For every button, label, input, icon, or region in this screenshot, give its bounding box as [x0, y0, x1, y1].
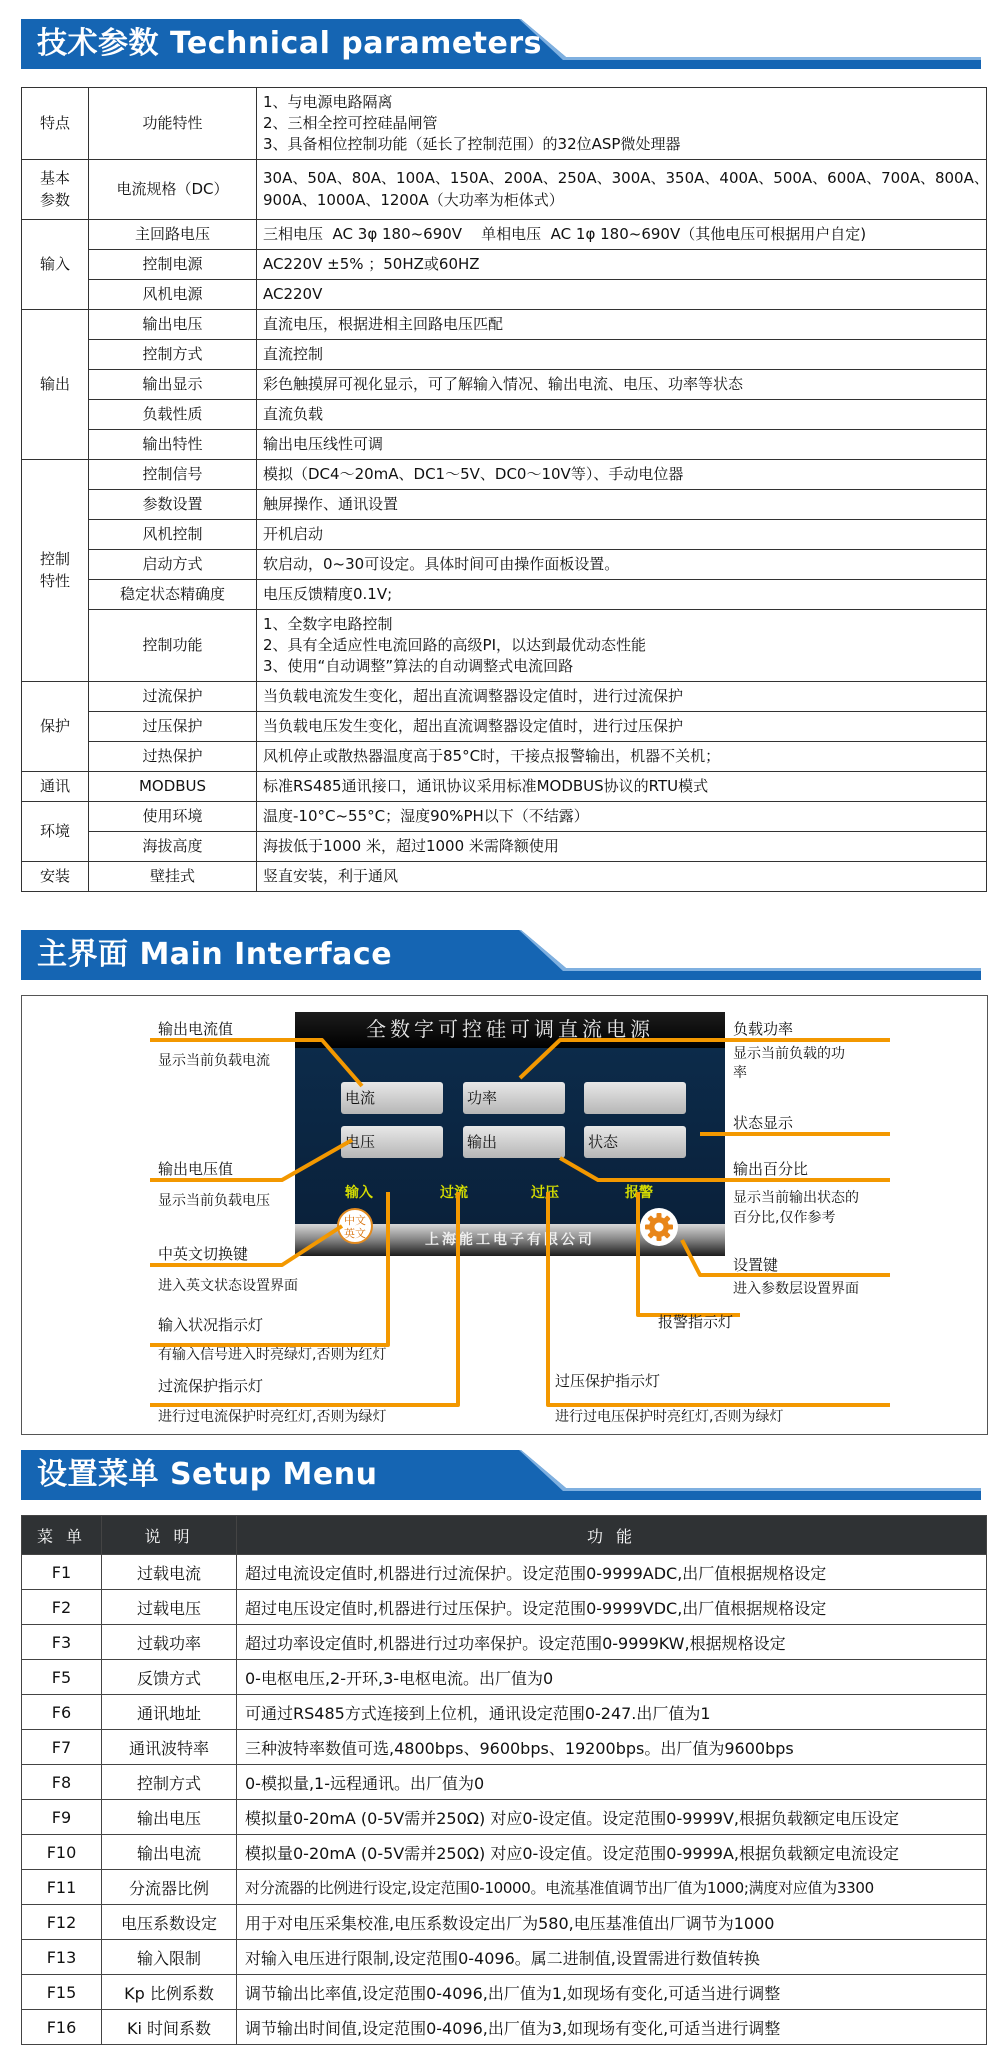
annotation-power-desc-1: 显示当前负载的功 [733, 1046, 845, 1062]
item-cell: 壁挂式 [89, 862, 257, 892]
value-cell: 当负载电压发生变化，超出直流调整器设定值时，进行过压保护 [257, 712, 987, 742]
annotation-alarm-title: 报警指示灯 [658, 1313, 734, 1331]
menu-function: 0-电枢电压,2-开环,3-电枢电流。出厂值为0 [237, 1660, 987, 1695]
category-text: 控制特性 [39, 550, 70, 590]
item-cell: 参数设置 [89, 490, 257, 520]
table-row [22, 1975, 987, 2010]
value-cell: 直流控制 [257, 340, 987, 370]
table-row [22, 1870, 987, 1905]
menu-function: 超过功率设定值时,机器进行过功率保护。设定范围0-9999KW,根据规格设定 [237, 1625, 987, 1660]
annotation-voltage-desc: 显示当前负载电压 [158, 1193, 270, 1209]
value-cell: AC220V [257, 280, 987, 310]
table-row [22, 1625, 987, 1660]
table-row [22, 1555, 987, 1590]
menu-function: 模拟量0-20mA (0-5V需并250Ω) 对应0-设定值。设定范围0-9999V,根据负载额定电压设定 [237, 1800, 987, 1835]
table-row [22, 1660, 987, 1695]
value-cell: 电压反馈精度0.1V; [257, 580, 987, 610]
item-cell: 过热保护 [89, 742, 257, 772]
item-cell: 控制方式 [89, 340, 257, 370]
menu-key: F3 [22, 1625, 102, 1660]
value-line: 3、使用“自动调整”算法的自动调整式电流回路 [263, 657, 574, 676]
menu-name: 控制方式 [102, 1765, 237, 1800]
menu-key: F8 [22, 1765, 102, 1800]
category-cell: 安装 [22, 862, 89, 892]
annotation-input-desc: 有输入信号进入时亮绿灯,否则为红灯 [158, 1347, 387, 1363]
menu-function: 三种波特率数值可选,4800bps、9600bps、19200bps。出厂值为9600bps [237, 1730, 987, 1765]
annotation-settings-title: 设置键 [733, 1256, 779, 1274]
value-cell: 直流负载 [257, 400, 987, 430]
menu-function: 可通过RS485方式连接到上位机，通讯设定范围0-247.出厂值为1 [237, 1695, 987, 1730]
table-row [22, 1940, 987, 1975]
menu-name: Ki 时间系数 [102, 2010, 237, 2045]
item-cell: 控制功能 [89, 610, 257, 682]
annotation-percent-desc-2: 百分比,仅作参考 [733, 1210, 836, 1226]
category-cell: 特点 [22, 88, 89, 160]
menu-function: 用于对电压采集校准,电压系数设定出厂为580,电压基准值出厂调节为1000 [237, 1905, 987, 1940]
menu-key: F7 [22, 1730, 102, 1765]
value-cell: AC220V ±5% ；50HZ或60HZ [257, 250, 987, 280]
menu-function: 对分流器的比例进行设定,设定范围0-10000。电流基准值调节出厂值为1000;满度对应值为3300 [237, 1870, 987, 1905]
item-cell: 风机电源 [89, 280, 257, 310]
value-cell: 直流电压，根据进相主回路电压匹配 [257, 310, 987, 340]
menu-key: F13 [22, 1940, 102, 1975]
value-cell: 三相电压 AC 3φ 180~690V 单相电压 AC 1φ 180~690V（其他电压可根据用户自定) [257, 220, 987, 250]
item-cell: 电流规格（DC） [89, 160, 257, 220]
annotation-overvoltage-desc: 进行过电压保护时亮红灯,否则为绿灯 [555, 1409, 784, 1425]
table-row [22, 1765, 987, 1800]
annotation-overcurrent-desc: 进行过电流保护时亮红灯,否则为绿灯 [158, 1409, 387, 1425]
menu-name: 电压系数设定 [102, 1905, 237, 1940]
menu-name: 输出电流 [102, 1835, 237, 1870]
table-row [22, 1695, 987, 1730]
table-row [22, 2010, 987, 2045]
menu-name: 通讯地址 [102, 1695, 237, 1730]
lang-en-label: 英文 [344, 1227, 366, 1240]
table-header-row [22, 1516, 987, 1555]
category-cell: 输出 [22, 310, 89, 460]
category-cell: 环境 [22, 802, 89, 862]
menu-function: 超过电压设定值时,机器进行过压保护。设定范围0-9999VDC,出厂值根据规格设定 [237, 1590, 987, 1625]
value-line: 900A、1000A、1200A（大功率为柜体式） [263, 190, 564, 209]
annotation-power-desc-2: 率 [733, 1065, 747, 1081]
item-cell: 控制电源 [89, 250, 257, 280]
annotation-current-desc: 显示当前负载电流 [158, 1053, 270, 1069]
value-cell: 输出电压线性可调 [257, 430, 987, 460]
annotation-power-title: 负载功率 [733, 1020, 794, 1038]
item-cell: 风机控制 [89, 520, 257, 550]
value-cell: 风机停止或散热器温度高于85°C时，干接点报警输出，机器不关机； [257, 742, 987, 772]
power-field[interactable]: 功率 [463, 1082, 565, 1114]
menu-name: 反馈方式 [102, 1660, 237, 1695]
item-cell: 稳定状态精确度 [89, 580, 257, 610]
menu-name: 过载功率 [102, 1625, 237, 1660]
annotation-lang-title: 中英文切换键 [158, 1245, 249, 1263]
menu-key: F16 [22, 2010, 102, 2045]
menu-function: 0-模拟量,1-远程通讯。出厂值为0 [237, 1765, 987, 1800]
category-text: 基本参数 [39, 169, 70, 209]
table-row [22, 1835, 987, 1870]
table-row [22, 1905, 987, 1940]
header-desc: 说 明 [102, 1516, 237, 1555]
value-line: 1、与电源电路隔离 [263, 92, 393, 111]
item-cell: 主回路电压 [89, 220, 257, 250]
section-title: 设置菜单 Setup Menu [37, 1457, 378, 1492]
setup-menu-table [21, 1515, 987, 2045]
menu-key: F11 [22, 1870, 102, 1905]
annotation-percent-title: 输出百分比 [733, 1160, 809, 1178]
current-field[interactable]: 电流 [341, 1082, 443, 1114]
value-cell: 当负载电流发生变化，超出直流调整器设定值时，进行过流保护 [257, 682, 987, 712]
annotation-percent-desc-1: 显示当前输出状态的 [733, 1190, 859, 1206]
annotation-status-title: 状态显示 [733, 1114, 794, 1132]
annotation-input-title: 输入状况指示灯 [158, 1316, 264, 1334]
overvoltage-indicator: 过压 [531, 1185, 559, 1201]
menu-name: 通讯波特率 [102, 1730, 237, 1765]
value-line: 3、具备相位控制功能（延长了控制范围）的32位ASP微处理器 [263, 135, 681, 154]
menu-name: 输出电压 [102, 1800, 237, 1835]
item-cell: MODBUS [89, 772, 257, 802]
value-cell: 彩色触摸屏可视化显示，可了解输入情况、输出电流、电压、功率等状态 [257, 370, 987, 400]
section-title: 主界面 Main Interface [37, 937, 393, 972]
menu-function: 调节输出时间值,设定范围0-4096,出厂值为3,如现场有变化,可适当进行调整 [237, 2010, 987, 2045]
value-cell: 开机启动 [257, 520, 987, 550]
value-line: 30A、50A、80A、100A、150A、200A、250A、300A、350A、400A、500A、600A、700A、800A、 [263, 169, 989, 188]
item-cell: 输出显示 [89, 370, 257, 400]
menu-name: 过载电流 [102, 1555, 237, 1590]
annotation-voltage-title: 输出电压值 [158, 1160, 234, 1178]
overcurrent-indicator: 过流 [440, 1185, 468, 1201]
output-field[interactable]: 输出 [463, 1126, 565, 1158]
voltage-field[interactable]: 电压 [341, 1126, 443, 1158]
value-line: 2、具有全适应性电流回路的高级PI，以达到最优动态性能 [263, 635, 647, 654]
value-cell: 海拔低于1000 米，超过1000 米需降额使用 [257, 832, 987, 862]
input-indicator: 输入 [345, 1185, 373, 1201]
value-cell: 触屏操作、通讯设置 [257, 490, 987, 520]
category-cell: 通讯 [22, 772, 89, 802]
menu-key: F1 [22, 1555, 102, 1590]
annotation-lang-desc: 进入英文状态设置界面 [158, 1278, 298, 1294]
screen-title: 全数字可控硅可调直流电源 [295, 1012, 725, 1048]
item-cell: 功能特性 [89, 88, 257, 160]
company-footer: 上海能工电子有限公司 [295, 1224, 725, 1256]
annotation-overcurrent-title: 过流保护指示灯 [158, 1377, 264, 1395]
menu-key: F6 [22, 1695, 102, 1730]
alarm-indicator: 报警 [625, 1185, 653, 1201]
item-cell: 负载性质 [89, 400, 257, 430]
item-cell: 启动方式 [89, 550, 257, 580]
value-cell: 温度-10°C~55°C；湿度90%PH以下（不结露） [257, 802, 987, 832]
category-cell: 保护 [22, 682, 89, 772]
header-function: 功 能 [237, 1516, 987, 1555]
menu-name: 分流器比例 [102, 1870, 237, 1905]
item-cell: 使用环境 [89, 802, 257, 832]
table-row [22, 1800, 987, 1835]
section-title: 技术参数 Technical parameters [37, 26, 543, 61]
value-line: 2、三相全控可控硅晶闸管 [263, 113, 438, 132]
item-cell: 输出电压 [89, 310, 257, 340]
menu-name: 过载电压 [102, 1590, 237, 1625]
header-menu: 菜 单 [22, 1516, 102, 1555]
menu-name: Kp 比例系数 [102, 1975, 237, 2010]
table-row [22, 1730, 987, 1765]
item-cell: 过压保护 [89, 712, 257, 742]
menu-function: 调节输出比率值,设定范围0-4096,出厂值为1,如现场有变化,可适当进行调整 [237, 1975, 987, 2010]
table-row [22, 1590, 987, 1625]
value-cell: 模拟（DC4～20mA、DC1～5V、DC0～10V等）、手动电位器 [257, 460, 987, 490]
menu-function: 超过电流设定值时,机器进行过流保护。设定范围0-9999ADC,出厂值根据规格设定 [237, 1555, 987, 1590]
annotation-settings-desc: 进入参数层设置界面 [733, 1281, 859, 1297]
menu-function: 对输入电压进行限制,设定范围0-4096。属二进制值,设置需进行数值转换 [237, 1940, 987, 1975]
category-cell: 输入 [22, 220, 89, 310]
item-cell: 控制信号 [89, 460, 257, 490]
item-cell: 过流保护 [89, 682, 257, 712]
value-line: 1、全数字电路控制 [263, 614, 393, 633]
menu-key: F9 [22, 1800, 102, 1835]
item-cell: 输出特性 [89, 430, 257, 460]
annotation-overvoltage-title: 过压保护指示灯 [555, 1372, 661, 1390]
lang-cn-label: 中文 [344, 1214, 366, 1227]
menu-key: F15 [22, 1975, 102, 2010]
item-cell: 海拔高度 [89, 832, 257, 862]
menu-key: F10 [22, 1835, 102, 1870]
menu-name: 输入限制 [102, 1940, 237, 1975]
menu-key: F5 [22, 1660, 102, 1695]
menu-key: F12 [22, 1905, 102, 1940]
menu-function: 模拟量0-20mA (0-5V需并250Ω) 对应0-设定值。设定范围0-9999A,根据负载额定电流设定 [237, 1835, 987, 1870]
menu-key: F2 [22, 1590, 102, 1625]
value-cell: 标准RS485通讯接口，通讯协议采用标准MODBUS协议的RTU模式 [257, 772, 987, 802]
annotation-current-title: 输出电流值 [158, 1020, 234, 1038]
status-field[interactable]: 状态 [584, 1126, 686, 1158]
value-cell: 软启动，0~30可设定。具体时间可由操作面板设置。 [257, 550, 987, 580]
value-cell: 竖直安装，利于通风 [257, 862, 987, 892]
